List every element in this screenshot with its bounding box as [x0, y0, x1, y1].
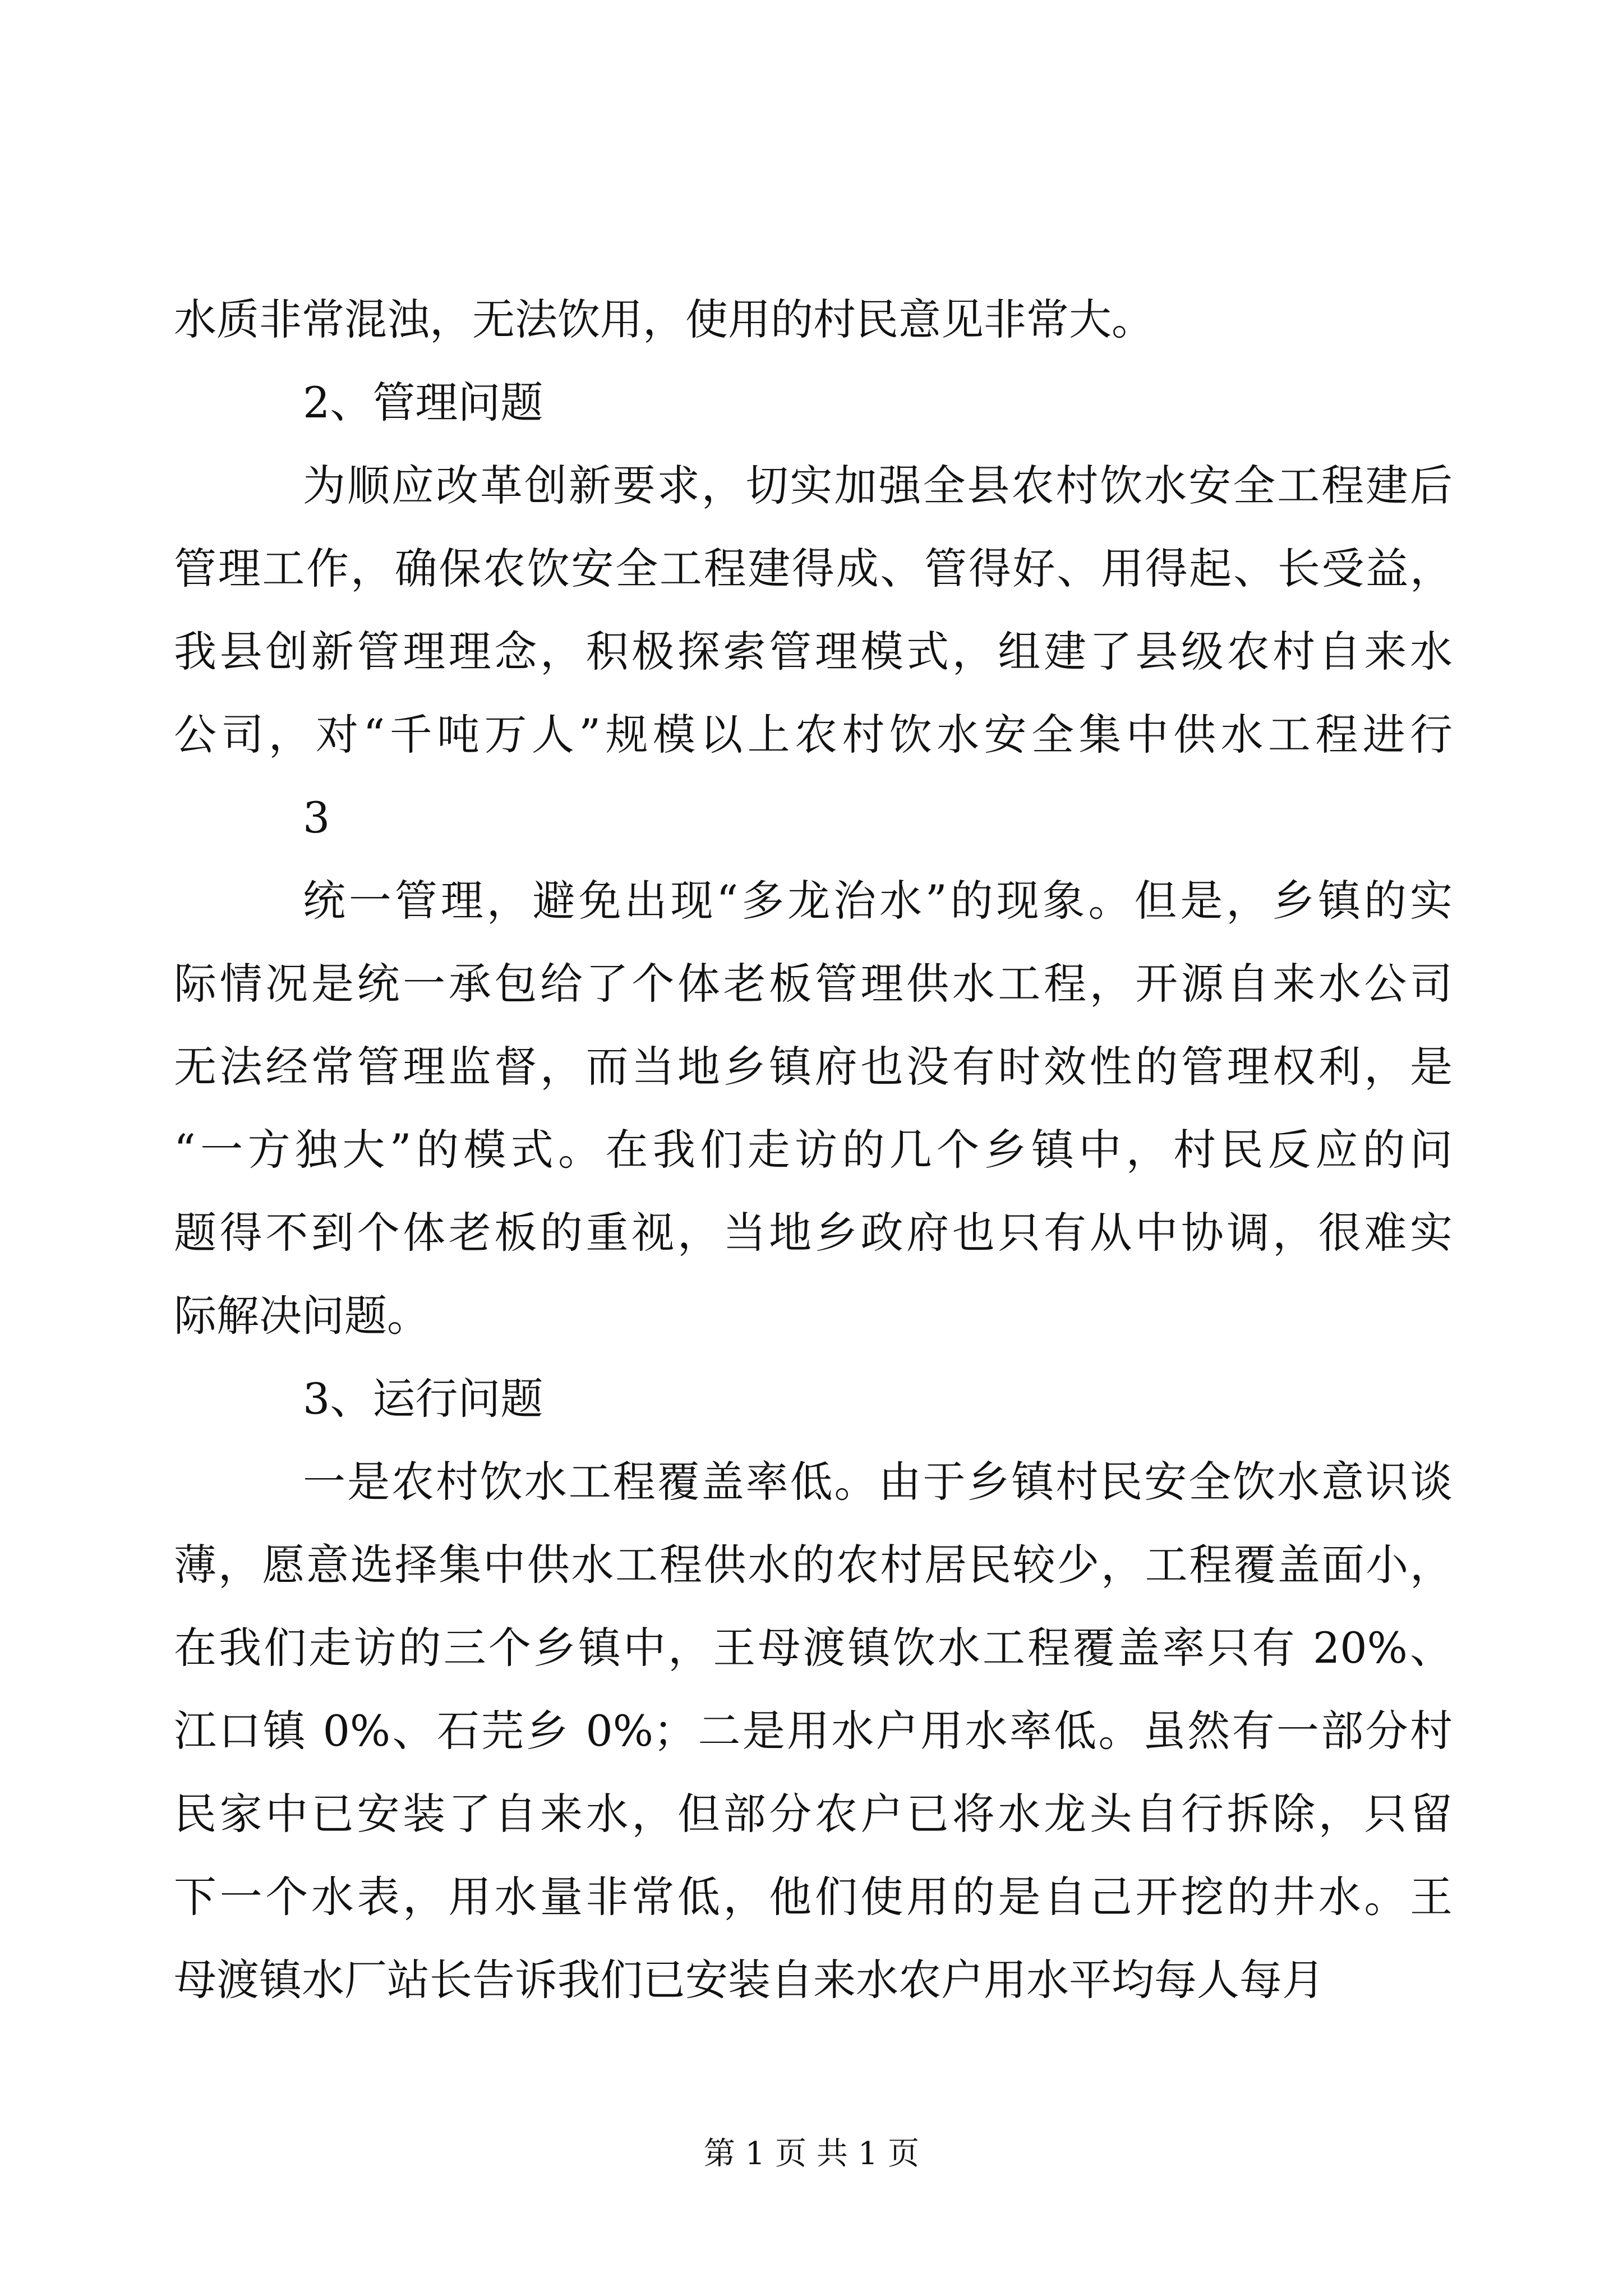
paragraph-line: 题得不到个体老板的重视，当地乡政府也只有从中协调，很难实 [174, 1208, 1453, 1258]
section-heading: 2、管理问题 [303, 378, 543, 427]
paragraph-line: 际解决问题。 [174, 1291, 430, 1341]
paragraph-line: 江口镇 0%、石芫乡 0%；二是用水户用水率低。虽然有一部分村 [174, 1706, 1453, 1756]
inline-page-number: 3 [303, 793, 330, 843]
paragraph-line: 统一管理，避免出现“多龙治水”的现象。但是，乡镇的实 [303, 876, 1453, 926]
paragraph-line: 际情况是统一承包给了个体老板管理供水工程，开源自来水公司 [174, 959, 1453, 1009]
paragraph-line: 管理工作，确保农饮安全工程建得成、管得好、用得起、长受益， [174, 544, 1453, 593]
paragraph-line: 水质非常混浊，无法饮用，使用的村民意见非常大。 [174, 295, 1154, 344]
paragraph-line: 我县创新管理理念，积极探索管理模式，组建了县级农村自来水 [174, 627, 1453, 677]
paragraph-line: 在我们走访的三个乡镇中，王母渡镇饮水工程覆盖率只有 20%、 [174, 1623, 1453, 1673]
paragraph-line: 下一个水表，用水量非常低，他们使用的是自己开挖的井水。王 [174, 1872, 1453, 1922]
paragraph-line: 无法经常管理监督，而当地乡镇府也没有时效性的管理权利，是 [174, 1042, 1453, 1092]
section-heading: 3、运行问题 [303, 1374, 543, 1424]
page-footer: 第 1 页 共 1 页 [703, 2136, 920, 2172]
paragraph-line: 民家中已安装了自来水，但部分农户已将水龙头自行拆除，只留 [174, 1789, 1453, 1839]
paragraph-line: 为顺应改革创新要求，切实加强全县农村饮水安全工程建后 [303, 461, 1453, 510]
paragraph-line: 薄，愿意选择集中供水工程供水的农村居民较少，工程覆盖面小， [174, 1540, 1453, 1590]
paragraph-line: 母渡镇水厂站长告诉我们已安装自来水农户用水平均每人每月 [174, 1955, 1325, 2005]
paragraph-line: 公司，对“千吨万人”规模以上农村饮水安全集中供水工程进行 [174, 710, 1453, 760]
paragraph-line: 一是农村饮水工程覆盖率低。由于乡镇村民安全饮水意识谈 [303, 1457, 1453, 1507]
paragraph-line: “一方独大”的模式。在我们走访的几个乡镇中，村民反应的问 [174, 1125, 1453, 1175]
